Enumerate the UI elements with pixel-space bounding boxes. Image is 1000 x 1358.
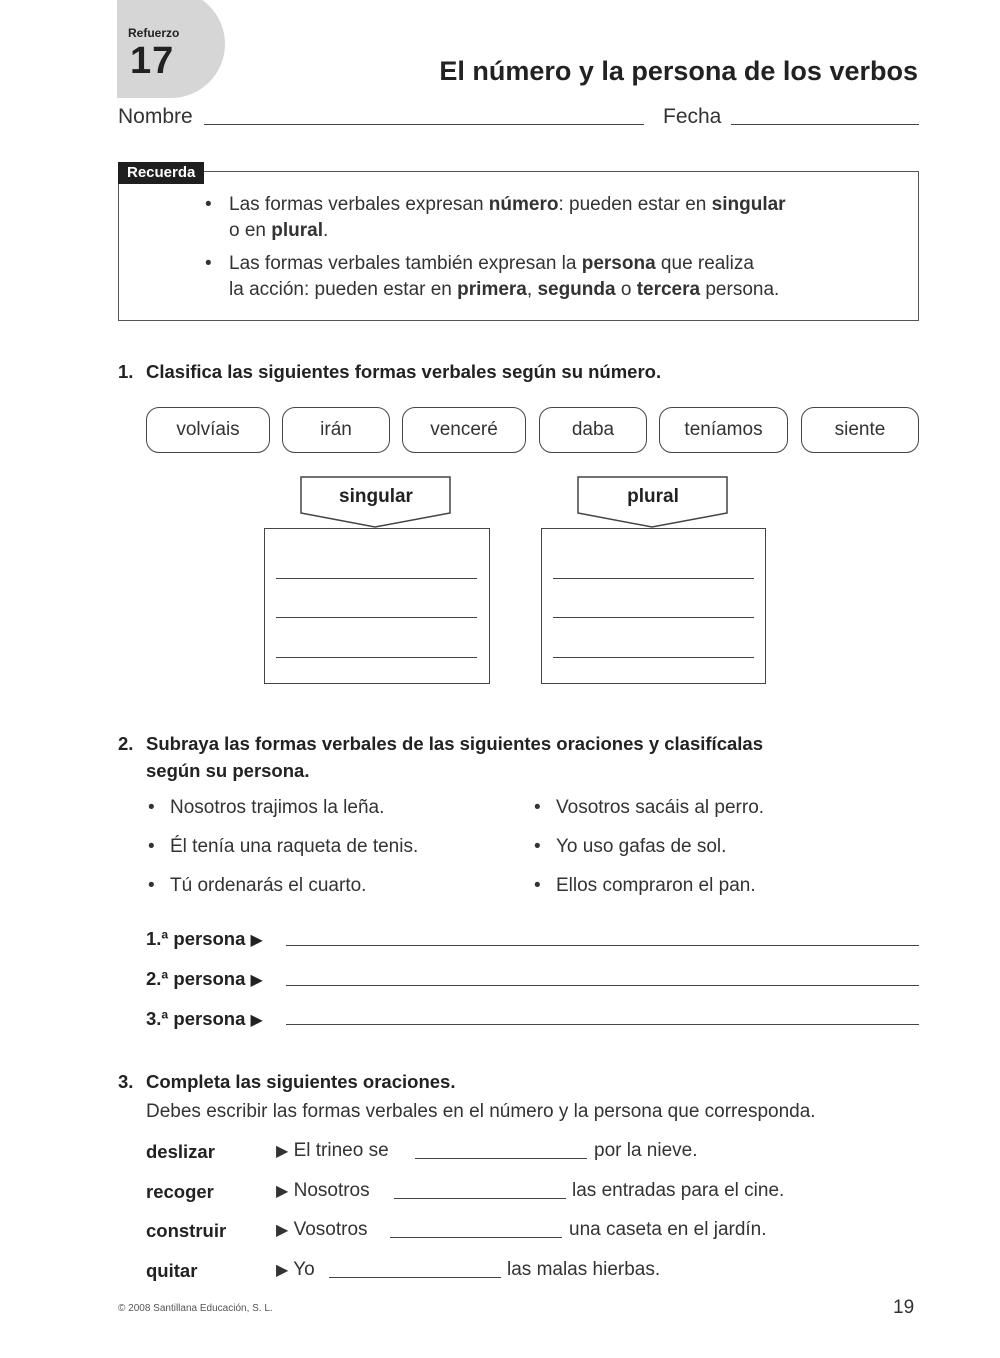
arrow-right-icon: ▶ [276, 1222, 289, 1239]
copyright: © 2008 Santillana Educación, S. L. [118, 1303, 273, 1314]
singular-answer-line[interactable] [276, 657, 477, 658]
verb-infinitive: construir [146, 1220, 227, 1241]
plural-answer-line[interactable] [553, 657, 754, 658]
arrow-right-icon: ▶ [276, 1262, 289, 1279]
completion-sentence: ▶ El trineo se [276, 1140, 389, 1161]
completion-sentence: ▶ Nosotros [276, 1180, 370, 1201]
person-1-answer-line[interactable] [286, 945, 919, 946]
person-2-answer-line[interactable] [286, 985, 919, 986]
page-title: El número y la persona de los verbos [439, 56, 918, 86]
person-2-label: 2.ª persona ▶ [146, 968, 263, 989]
plural-answer-box [541, 528, 766, 684]
verb-card[interactable]: siente [801, 407, 919, 453]
verb-card[interactable]: teníamos [659, 407, 788, 453]
sentence-item: • Yo uso gafas de sol. [534, 836, 727, 857]
singular-answer-line[interactable] [276, 617, 477, 618]
completion-blank[interactable] [390, 1237, 562, 1238]
completion-sentence: ▶ Yo [276, 1259, 315, 1280]
completion-blank[interactable] [329, 1277, 501, 1278]
arrow-right-icon: ▶ [250, 932, 263, 949]
arrow-right-icon: ▶ [250, 972, 263, 989]
singular-answer-line[interactable] [276, 578, 477, 579]
plural-label: plural [627, 486, 679, 507]
completion-sentence: ▶ Vosotros [276, 1219, 368, 1240]
exercise-3-instruction: Debes escribir las formas verbales en el número y la persona que corresponda. [146, 1101, 816, 1122]
sentence-item: • Él tenía una raqueta de tenis. [148, 836, 419, 857]
verb-infinitive: deslizar [146, 1141, 215, 1162]
plural-answer-line[interactable] [553, 617, 754, 618]
section-number: 17 [130, 40, 175, 82]
recuerda-item-number: • Las formas verbales expresan número: pueden estar en singular o en plural. [205, 194, 786, 241]
sentence-item: • Tú ordenarás el cuarto. [148, 875, 367, 896]
arrow-right-icon: ▶ [276, 1143, 289, 1160]
verb-card[interactable]: venceré [402, 407, 526, 453]
arrow-right-icon: ▶ [250, 1012, 263, 1029]
exercise-2-title: 2. Subraya las formas verbales de las siguientes oraciones y clasifícalas según su persona. [118, 733, 763, 781]
recuerda-item-persona: • Las formas verbales también expresan la persona que realiza la acción: pueden estar en primera, segunda o tercera persona. [205, 253, 780, 300]
section-label: Refuerzo [128, 26, 180, 40]
person-3-answer-line[interactable] [286, 1024, 919, 1025]
recuerda-tag: Recuerda [118, 162, 204, 184]
sentence-item: • Nosotros trajimos la leña. [148, 797, 385, 818]
name-field[interactable] [204, 124, 644, 125]
page-number: 19 [893, 1297, 915, 1318]
date-field[interactable] [731, 124, 919, 125]
completion-blank[interactable] [415, 1158, 587, 1159]
name-label: Nombre [118, 105, 193, 128]
sentence-item: • Vosotros sacáis al perro. [534, 797, 765, 818]
completion-ending: las malas hierbas. [507, 1259, 661, 1280]
completion-ending: por la nieve. [594, 1140, 698, 1161]
sentence-item: • Ellos compraron el pan. [534, 875, 756, 896]
completion-ending: las entradas para el cine. [572, 1180, 785, 1201]
arrow-right-icon: ▶ [276, 1183, 289, 1200]
verb-infinitive: quitar [146, 1260, 198, 1281]
singular-label: singular [339, 486, 413, 507]
person-1-label: 1.ª persona ▶ [146, 928, 263, 949]
verb-infinitive: recoger [146, 1181, 214, 1202]
plural-answer-line[interactable] [553, 578, 754, 579]
verb-card[interactable]: irán [282, 407, 390, 453]
completion-ending: una caseta en el jardín. [569, 1219, 767, 1240]
singular-answer-box [264, 528, 490, 684]
verb-card[interactable]: daba [539, 407, 647, 453]
person-3-label: 3.ª persona ▶ [146, 1008, 263, 1029]
exercise-3-title: 3. Completa las siguientes oraciones. [118, 1071, 456, 1092]
date-label: Fecha [663, 105, 722, 128]
verb-card[interactable]: volvíais [146, 407, 270, 453]
completion-blank[interactable] [394, 1198, 566, 1199]
exercise-1-title: 1. Clasifica las siguientes formas verbales según su número. [118, 361, 662, 382]
